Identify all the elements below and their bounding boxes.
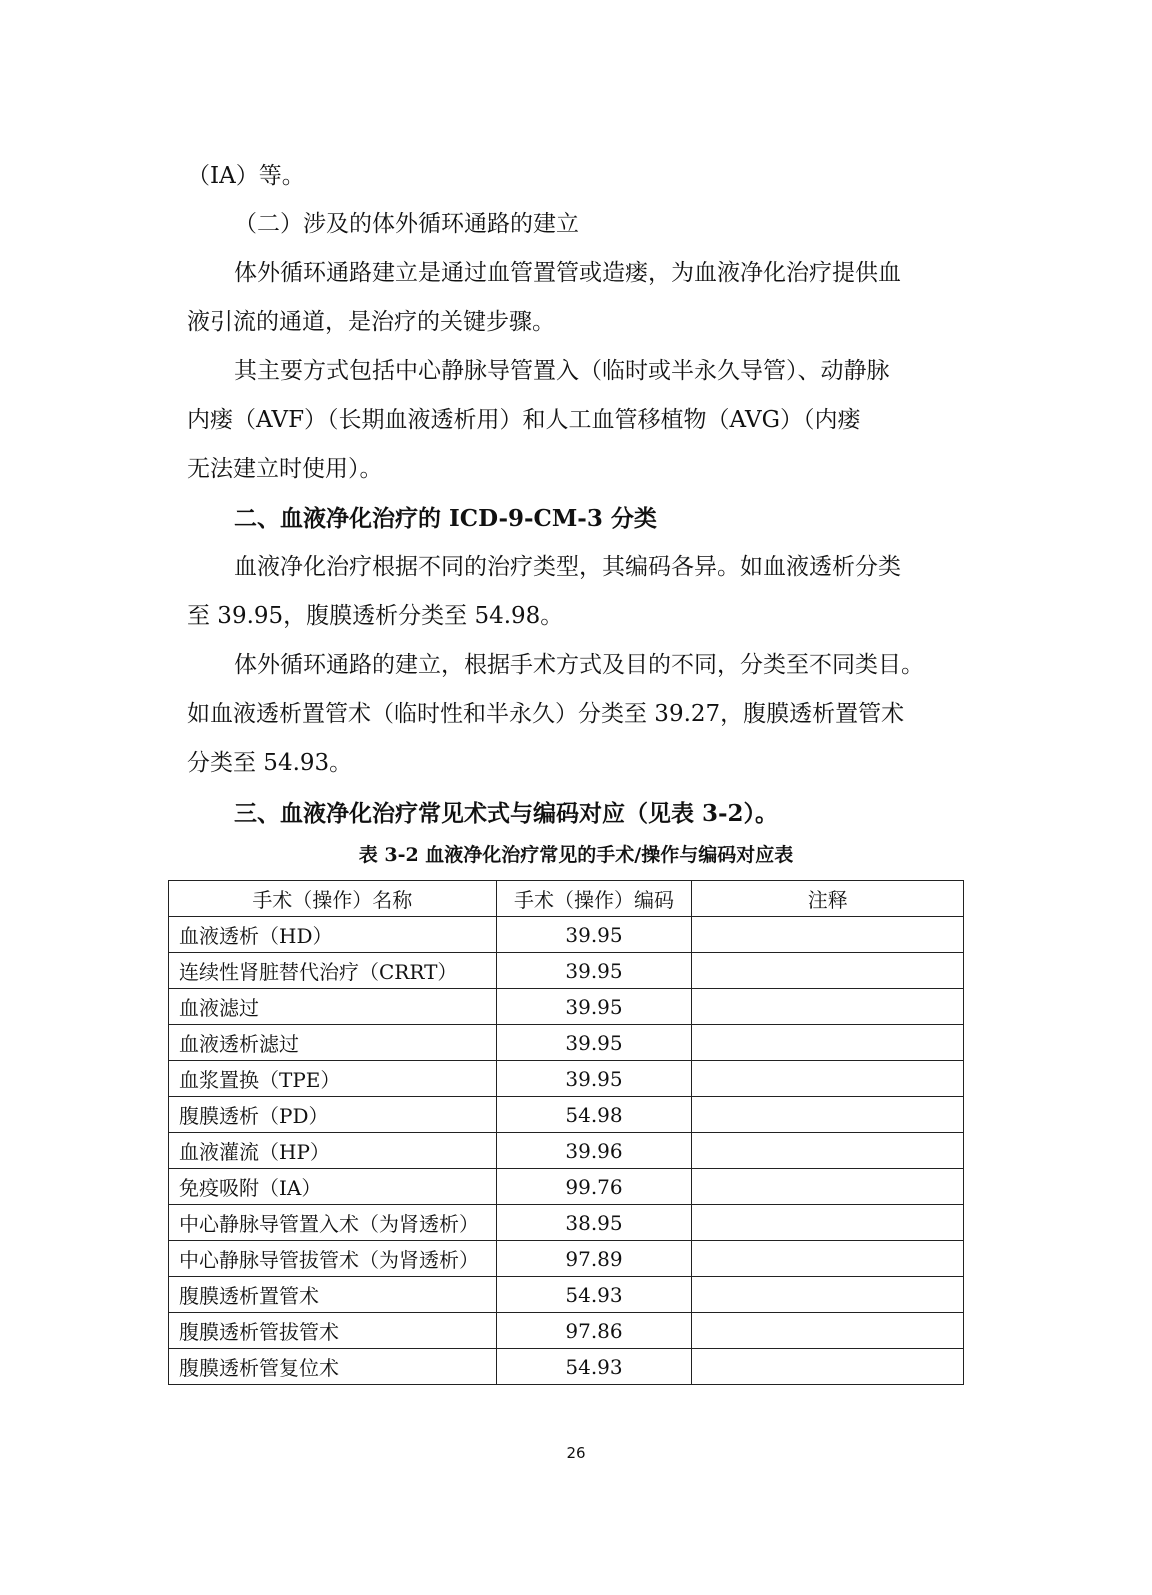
text-line: 内瘘（AVF）（长期血液透析用）和人工血管移植物（AVG）（内瘘: [187, 407, 861, 433]
procedure-name-cell: 血液透析（HD）: [169, 917, 497, 953]
table-row: [169, 1097, 964, 1133]
header-notes: 注释: [692, 881, 964, 917]
notes-cell: [692, 1205, 964, 1241]
paragraph: [187, 641, 957, 788]
notes-cell: [692, 1349, 964, 1385]
procedure-code-cell: 39.96: [496, 1133, 692, 1169]
procedure-name-cell: 血液透析滤过: [169, 1025, 497, 1061]
table-row: [169, 989, 964, 1025]
text-line: 如血液透析置管术（临时性和半永久）分类至 39.27，腹膜透析置管术: [187, 701, 905, 727]
procedure-code-cell: 54.98: [496, 1097, 692, 1133]
procedure-name-cell: 腹膜透析管拔管术: [169, 1313, 497, 1349]
section-heading: [187, 494, 957, 543]
notes-cell: [692, 917, 964, 953]
notes-cell: [692, 1313, 964, 1349]
text-line: 分类至 54.93。: [187, 750, 353, 776]
notes-cell: [692, 1025, 964, 1061]
procedure-code-cell: 97.86: [496, 1313, 692, 1349]
notes-cell: [692, 1097, 964, 1133]
procedure-name-cell: 腹膜透析置管术: [169, 1277, 497, 1313]
procedure-code-cell: 39.95: [496, 953, 692, 989]
section-heading: [187, 789, 957, 838]
text-line: 液引流的通道，是治疗的关键步骤。: [187, 309, 555, 335]
procedure-name-cell: 免疫吸附（IA）: [169, 1169, 497, 1205]
table-caption: 表 3-2 血液净化治疗常见的手术/操作与编码对应表: [358, 844, 794, 866]
procedure-code-cell: 54.93: [496, 1277, 692, 1313]
procedure-name-cell: 腹膜透析管复位术: [169, 1349, 497, 1385]
procedure-code-cell: 39.95: [496, 1025, 692, 1061]
procedure-code-cell: 39.95: [496, 989, 692, 1025]
text-line: 体外循环通路的建立，根据手术方式及目的不同，分类至不同类目。: [234, 652, 924, 678]
notes-cell: [692, 953, 964, 989]
table-row: [169, 1313, 964, 1349]
procedure-code-cell: 54.93: [496, 1349, 692, 1385]
paragraph: [187, 347, 957, 494]
notes-cell: [692, 1133, 964, 1169]
notes-cell: [692, 1169, 964, 1205]
procedure-name-cell: 中心静脉导管拔管术（为肾透析）: [169, 1241, 497, 1277]
table-row: [169, 1205, 964, 1241]
table-row: [169, 1061, 964, 1097]
text-line: 体外循环通路建立是通过血管置管或造瘘，为血液净化治疗提供血: [234, 260, 901, 286]
paragraph: [187, 543, 957, 641]
procedure-code-cell: 39.95: [496, 1061, 692, 1097]
table-row: [169, 1277, 964, 1313]
table-row: [169, 953, 964, 989]
text-line: 无法建立时使用）。: [187, 456, 383, 482]
notes-cell: [692, 1061, 964, 1097]
procedure-name-cell: 血浆置换（TPE）: [169, 1061, 497, 1097]
paragraph: [187, 152, 957, 201]
table-header-row: [169, 881, 964, 917]
table-row: [169, 1169, 964, 1205]
header-procedure-name: 手术（操作）名称: [169, 881, 497, 917]
procedure-name-cell: 血液灌流（HP）: [169, 1133, 497, 1169]
page-number: 26: [566, 1444, 586, 1462]
text-line: 血液净化治疗根据不同的治疗类型，其编码各异。如血液透析分类: [234, 554, 901, 580]
text-line: （二）涉及的体外循环通路的建立: [234, 211, 579, 237]
table-row: [169, 1241, 964, 1277]
text-line: 至 39.95，腹膜透析分类至 54.98。: [187, 603, 564, 629]
procedure-code-table: [168, 880, 964, 1385]
paragraph: [187, 249, 957, 347]
table-row: [169, 1133, 964, 1169]
procedure-name-cell: 血液滤过: [169, 989, 497, 1025]
table-row: [169, 1349, 964, 1385]
procedure-name-cell: 腹膜透析（PD）: [169, 1097, 497, 1133]
header-procedure-code: 手术（操作）编码: [496, 881, 692, 917]
table-row: [169, 1025, 964, 1061]
text-line: 其主要方式包括中心静脉导管置入（临时或半永久导管）、动静脉: [234, 358, 890, 384]
text-line: 二、血液净化治疗的 ICD-9-CM-3 分类: [234, 505, 657, 532]
procedure-code-cell: 38.95: [496, 1205, 692, 1241]
notes-cell: [692, 1277, 964, 1313]
text-line: （IA）等。: [187, 163, 305, 189]
paragraph: [187, 200, 957, 249]
procedure-name-cell: 连续性肾脏替代治疗（CRRT）: [169, 953, 497, 989]
procedure-code-cell: 39.95: [496, 917, 692, 953]
notes-cell: [692, 989, 964, 1025]
procedure-name-cell: 中心静脉导管置入术（为肾透析）: [169, 1205, 497, 1241]
procedure-code-cell: 99.76: [496, 1169, 692, 1205]
notes-cell: [692, 1241, 964, 1277]
table-row: [169, 917, 964, 953]
text-line: 三、血液净化治疗常见术式与编码对应（见表 3-2）。: [234, 800, 779, 827]
procedure-code-cell: 97.89: [496, 1241, 692, 1277]
